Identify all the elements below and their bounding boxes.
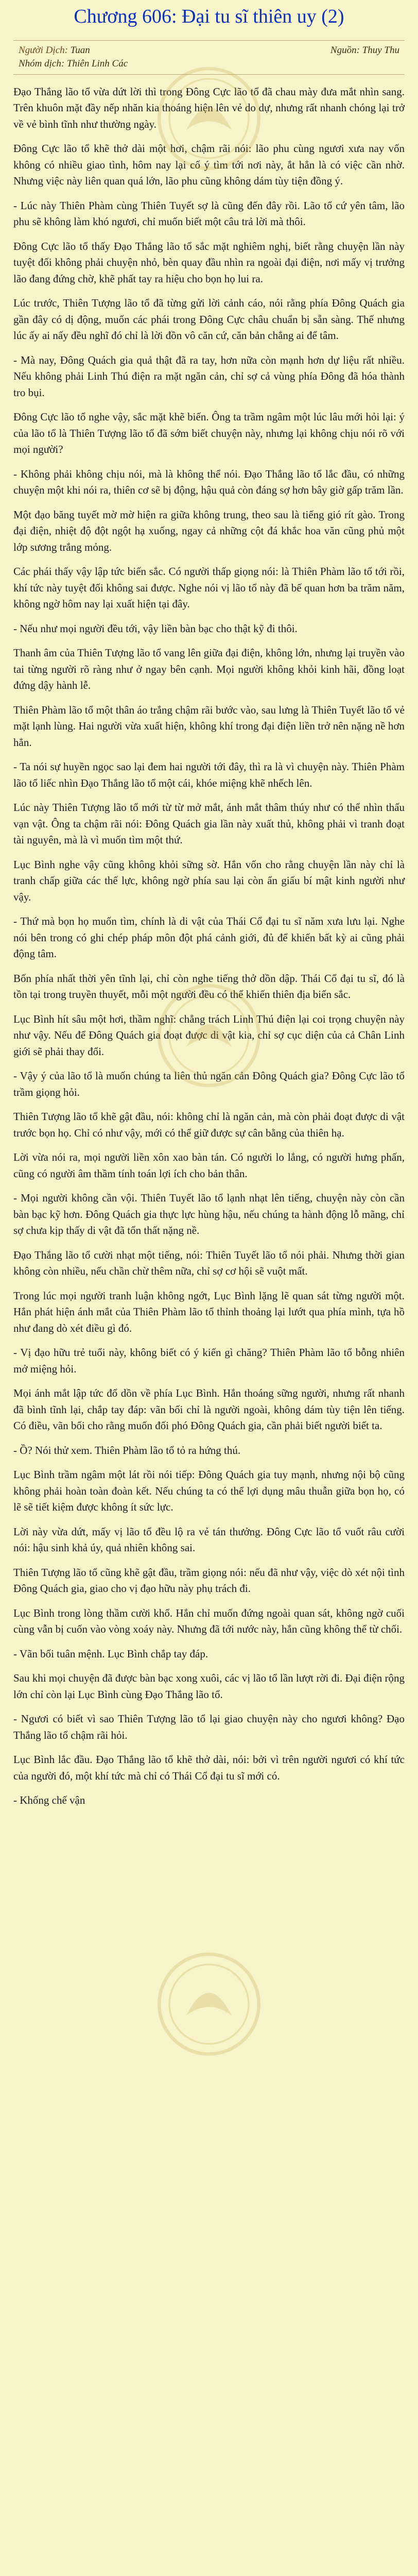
paragraph: Lục Bình hít sâu một hơi, thầm nghĩ: chẳng trách Linh Thú điện lại coi trọng chuyện này như vậy. Nếu để Đông Quách gia đoạt được di vật kia, chỉ sợ cục diện của cả Chân Linh giới sẽ phải thay đổi. [13,1012,405,1058]
paragraph: Lục Bình trong lòng thầm cười khổ. Hắn chỉ muốn đứng ngoài quan sát, không ngờ cuối cùng vẫn bị cuốn vào vòng xoáy này. Nhưng đã tới nước này, hắn cũng không thể từ chối. [13,1606,405,1636]
paragraph: - Thứ mà bọn họ muốn tìm, chính là di vật của Thái Cổ đại tu sĩ năm xưa lưu lại. Nghe nói bên trong có ghi chép pháp môn đột phá cảnh giới, đủ để khiến bất kỳ ai cũng phải động tâm. [13,915,405,960]
paragraph: Đông Cực lão tổ khẽ thở dài một hơi, chậm rãi nói: lão phu cùng ngươi xưa nay vốn không có nhiều giao tình, hôm nay lại cố ý tìm tới nơi này, ắt hẳn là có việc cần nhờ. Nhưng việc này liên quan quá lớn, lão phu cũng không dám tùy tiện đồng ý. [13,142,405,188]
paragraph: - Vị đạo hữu trẻ tuổi này, không biết có ý kiến gì chăng? Thiên Phàm lão tổ bỗng nhiên mở miệng hỏi. [13,1346,405,1375]
source-credit: Nguồn: Thuy Thu [330,44,399,56]
paragraph: - Mọi người không cần vội. Thiên Tuyết lão tổ lạnh nhạt lên tiếng, chuyện này còn cần bàn bạc kỹ hơn. Đông Quách gia thực lực hùng hậu, nếu chúng ta hành động lỗ mãng, chỉ sợ chưa kịp thấy di vật đã tổn thất nặng nề. [13,1192,405,1237]
paragraph: Lục Bình lắc đầu. Đạo Thắng lão tổ khẽ thở dài, nói: bởi vì trên người ngươi có khí tức của người đó, một khí tức mà chỉ có Thái Cổ đại tu sĩ mới có. [13,1753,405,1782]
paragraph: - Khống chế vận [13,1794,85,1807]
paragraph: Đạo Thắng lão tổ vừa dứt lời thì trong Đông Cực lão tổ đã chau mày đưa mắt nhìn sang. Trên khuôn mặt đầy nếp nhăn kia thoáng hiện lên vẻ do dự, nhưng rất nhanh chóng lại trở về vẻ bình tĩnh như thường ngày. [13,85,405,130]
credit-box [13,40,405,75]
chapter-title: Chương 606: Đại tu sĩ thiên uy (2) [74,6,344,27]
paragraph: Mọi ánh mắt lập tức đổ dồn về phía Lục Bình. Hắn thoáng sững người, nhưng rất nhanh đã bình tĩnh lại, chắp tay đáp: vãn bối chỉ là người ngoài, không dám tùy tiện lên tiếng. Có điều, vãn bối cho rằng muốn đối phó Đông Quách gia, cần phải biết người biết ta. [13,1387,405,1432]
translator-credit [19,44,90,58]
paragraph: - Ồ? Nói thử xem. Thiên Phàm lão tổ tỏ ra hứng thú. [13,1444,241,1456]
paragraph: Lời vừa nói ra, mọi người liền xôn xao bàn tán. Có người lo lắng, có người hưng phấn, cũng có người âm thầm tính toán lợi ích cho bản thân. [13,1151,405,1180]
paragraph: Thiên Tượng lão tổ cũng khẽ gật đầu, trầm giọng nói: nếu đã như vậy, việc dò xét nội tình Đông Quách gia, giao cho vị đạo hữu này phụ trách đi. [13,1566,405,1595]
paragraph: Đông Cực lão tổ nghe vậy, sắc mặt khẽ biến. Ông ta trầm ngâm một lúc lâu mới hỏi lại: ý của lão tổ là Thiên Tượng lão tổ đã sớm biết chuyện này, nhưng lại không chịu nói rõ với mọi người? [13,411,405,456]
paragraph: Thiên Tượng lão tổ khẽ gật đầu, nói: không chỉ là ngăn cản, mà còn phải đoạt được di vật trước bọn họ. Chỉ có như vậy, mới có thể giữ được sự cân bằng của thiên hạ. [13,1110,405,1139]
paragraph: Các phái thấy vậy lập tức biến sắc. Có người thấp giọng nói: là Thiên Phàm lão tổ tới rồi, khí tức này tuyệt đối không sai được. Nghe nói vị lão tổ này đã bế quan hơn ba trăm năm, không ngờ hôm nay lại xuất hiện tại đây. [13,565,405,611]
chapter-body [13,84,405,1809]
paragraph: Lục Bình nghe vậy cũng không khỏi sững sờ. Hắn vốn cho rằng chuyện lần này chỉ là tranh chấp giữa các thế lực, không ngờ phía sau lại còn ẩn giấu bí mật kinh người như vậy. [13,858,405,903]
paragraph: - Ta nói sự huyền ngọc sao lại đem hai người tới đây, thì ra là vì chuyện này. Thiên Phàm lão tổ liếc nhìn Đạo Thắng lão tổ một cái, khóe miệng khẽ nhếch lên. [13,760,405,789]
paragraph: Đạo Thắng lão tổ cười nhạt một tiếng, nói: Thiên Tuyết lão tổ nói phải. Nhưng thời gian không còn nhiều, nếu chần chừ thêm nữa, chỉ sợ cơ hội sẽ vuột mất. [13,1248,405,1278]
paragraph: Lục Bình trầm ngâm một lát rồi nói tiếp: Đông Quách gia tuy mạnh, nhưng nội bộ cũng không phải hoàn toàn đoàn kết. Nếu chúng ta có thể lợi dụng mâu thuẫn giữa bọn họ, có lẽ sẽ tiết kiệm được không ít sức lực. [13,1468,405,1514]
paragraph: - Vãn bối tuân mệnh. Lục Bình chắp tay đáp. [13,1647,208,1660]
paragraph: Lời này vừa dứt, mấy vị lão tổ đều lộ ra vẻ tán thưởng. Đông Cực lão tổ vuốt râu cười nói: hậu sinh khả úy, quả nhiên không sai. [13,1525,405,1554]
paragraph: - Không phải không chịu nói, mà là không thể nói. Đạo Thắng lão tổ lắc đầu, có những chuyện một khi nói ra, thiên cơ sẽ bị động, hậu quả còn đáng sợ hơn bây giờ gấp trăm lần. [13,467,405,497]
paragraph: - Lúc này Thiên Phàm cùng Thiên Tuyết sợ là cũng đến đây rồi. Lão tổ cứ yên tâm, lão phu sẽ không làm khó ngươi, chỉ muốn biết một câu trả lời mà thôi. [13,199,405,228]
paragraph: Đông Cực lão tổ thấy Đạo Thắng lão tổ sắc mặt nghiêm nghị, biết rằng chuyện lần này tuyệt đối không phải chuyện nhỏ, bèn quay đầu nhìn ra ngoài đại điện, nơi mấy vị trưởng lão đang đứng chờ, khẽ phất tay ra hiệu cho bọn họ lui ra. [13,240,405,285]
paragraph: Sau khi mọi chuyện đã được bàn bạc xong xuôi, các vị lão tổ lần lượt rời đi. Đại điện rộng lớn chỉ còn lại Lục Bình cùng Đạo Thắng lão tổ. [13,1672,405,1701]
paragraph: Trong lúc mọi người tranh luận không ngớt, Lục Bình lặng lẽ quan sát từng người một. Hắn phát hiện ánh mắt của Thiên Phàm lão tổ thỉnh thoảng lại lướt qua phía mình, tựa hồ như đang dò xét điều gì đó. [13,1289,405,1334]
paragraph: - Mà nay, Đông Quách gia quả thật đã ra tay, hơn nữa còn mạnh hơn dự liệu rất nhiều. Nếu không phải Linh Thú điện ra mặt ngăn cản, chỉ sợ cả vùng phía Đông đã hóa thành tro bụi. [13,353,405,399]
paragraph: Lúc này Thiên Tượng lão tổ mới từ từ mở mắt, ánh mắt thâm thúy như có thể nhìn thấu vạn vật. Ông ta chậm rãi nói: Đông Quách gia lần này xuất thủ, không phải vì tranh đoạt tài nguyên, mà là vì muốn tìm một thứ. [13,801,405,846]
paragraph: Thanh âm của Thiên Tượng lão tổ vang lên giữa đại điện, không lớn, nhưng lại truyền vào tai từng người rõ ràng như ở ngay bên cạnh. Mọi người không khỏi kinh hãi, đồng loạt đứng dậy hành lễ. [13,647,405,692]
translator-name: Tuan [70,44,90,56]
paragraph: - Ngươi có biết vì sao Thiên Tượng lão tổ lại giao chuyện này cho ngươi không? Đạo Thắng lão tổ chậm rãi hỏi. [13,1713,405,1741]
paragraph: - Nếu như mọi người đều tới, vậy liền bàn bạc cho thật kỹ đi thôi. [13,622,298,635]
group-credit: Nhóm dịch: Thiên Linh Các [19,58,128,70]
credit-row-bottom [19,57,399,71]
paragraph: Thiên Phàm lão tổ một thân áo trắng chậm rãi bước vào, sau lưng là Thiên Tuyết lão tổ vẻ mặt lạnh lùng. Hai người vừa xuất hiện, không khí trong đại điện liền trở nên nặng nề hơn hẳn. [13,703,405,749]
paragraph: Lúc trước, Thiên Tượng lão tổ đã từng gửi lời cảnh cáo, nói rằng phía Đông Quách gia gần đây có dị động, muốn các phái trong Đông Cực châu chuẩn bị sẵn sàng. Thế nhưng lúc ấy ai nấy đều nghĩ đó chỉ là lời đồn vô căn cứ, căn bản chẳng ai để tâm. [13,297,405,342]
translator-label: Người Dịch: [19,44,68,56]
paragraph: - Vậy ý của lão tổ là muốn chúng ta liên thủ ngăn cản Đông Quách gia? Đông Cực lão tổ trầm giọng hỏi. [13,1070,405,1098]
paragraph: Bốn phía nhất thời yên tĩnh lại, chỉ còn nghe tiếng thở dồn dập. Thái Cổ đại tu sĩ, đó là tồn tại trong truyền thuyết, mỗi một người đều có thể khiến thiên địa biến sắc. [13,972,405,1001]
credit-row-top [19,44,399,58]
paragraph: Một đạo băng tuyết mờ mờ hiện ra giữa không trung, theo sau là tiếng gió rít gào. Trong đại điện, nhiệt độ đột ngột hạ xuống, ngay cả những cột đá khắc hoa văn cũng phủ một lớp sương trắng mỏng. [13,508,405,553]
